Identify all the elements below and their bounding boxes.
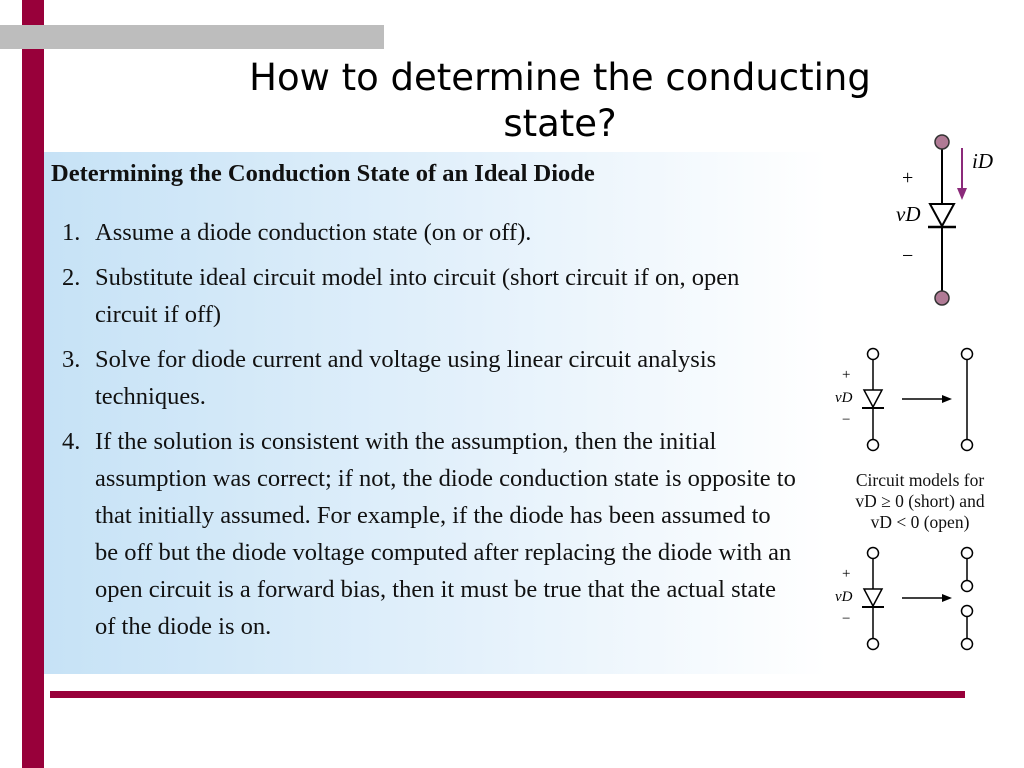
slide-title: How to determine the conducting state? bbox=[249, 56, 871, 145]
list-item bbox=[62, 341, 796, 415]
top-gray-bar bbox=[0, 25, 384, 49]
list-item bbox=[62, 214, 796, 251]
step-number: 1. bbox=[62, 219, 81, 246]
step-line: Assume a diode conduction state (on or off). bbox=[95, 219, 532, 246]
caption-line: vD < 0 (open) bbox=[870, 512, 970, 532]
step-line: assumption was correct; if not, the diode conduction state is opposite to bbox=[95, 465, 796, 492]
open-circuit-model bbox=[832, 543, 982, 655]
short-circuit-model bbox=[832, 344, 982, 456]
list-item bbox=[62, 423, 796, 645]
cathode-terminal bbox=[935, 291, 949, 305]
panel-heading: Determining the Conduction State of an Ideal Diode bbox=[51, 160, 595, 187]
step-line: circuit if off) bbox=[95, 301, 222, 328]
svg-text:−: − bbox=[842, 412, 851, 428]
minus-sign: − bbox=[902, 245, 914, 267]
open-terminal bbox=[962, 581, 973, 592]
step-line: Substitute ideal circuit model into circuit (short circuit if on, open bbox=[95, 264, 740, 291]
svg-text:vD: vD bbox=[835, 589, 853, 605]
step-number: 4. bbox=[62, 428, 81, 455]
diode-triangle bbox=[930, 204, 954, 226]
step-number: 2. bbox=[62, 264, 81, 291]
left-accent-bar bbox=[22, 0, 44, 768]
step-line: techniques. bbox=[95, 383, 206, 410]
list-item bbox=[62, 259, 796, 333]
step-number: 3. bbox=[62, 346, 81, 373]
diode-symbol-diagram bbox=[890, 128, 1010, 310]
step-line: of the diode is on. bbox=[95, 613, 272, 640]
bottom-accent-line bbox=[50, 691, 965, 698]
plus-sign: + bbox=[902, 167, 914, 189]
anode-terminal bbox=[935, 135, 949, 149]
svg-text:−: − bbox=[842, 611, 851, 627]
svg-text:vD: vD bbox=[835, 390, 853, 406]
svg-text:+: + bbox=[842, 566, 851, 582]
step-line: Solve for diode current and voltage using linear circuit analysis bbox=[95, 346, 717, 373]
step-line: that initially assumed. For example, if the diode has been assumed to bbox=[95, 502, 771, 529]
open-terminal bbox=[962, 606, 973, 617]
content-panel bbox=[44, 152, 827, 674]
models-caption bbox=[822, 470, 1018, 533]
step-line: open circuit is a forward bias, then it must be true that the actual state bbox=[95, 576, 777, 603]
caption-line: Circuit models for bbox=[855, 470, 985, 490]
caption-line: vD ≥ 0 (short) and bbox=[855, 491, 985, 511]
step-line: If the solution is consistent with the assumption, then the initial bbox=[95, 428, 717, 455]
current-label: iD bbox=[972, 149, 993, 173]
steps-list bbox=[62, 214, 796, 653]
voltage-label: vD bbox=[896, 202, 921, 226]
step-line: be off but the diode voltage computed after replacing the diode with an bbox=[95, 539, 792, 566]
svg-text:+: + bbox=[842, 367, 851, 383]
